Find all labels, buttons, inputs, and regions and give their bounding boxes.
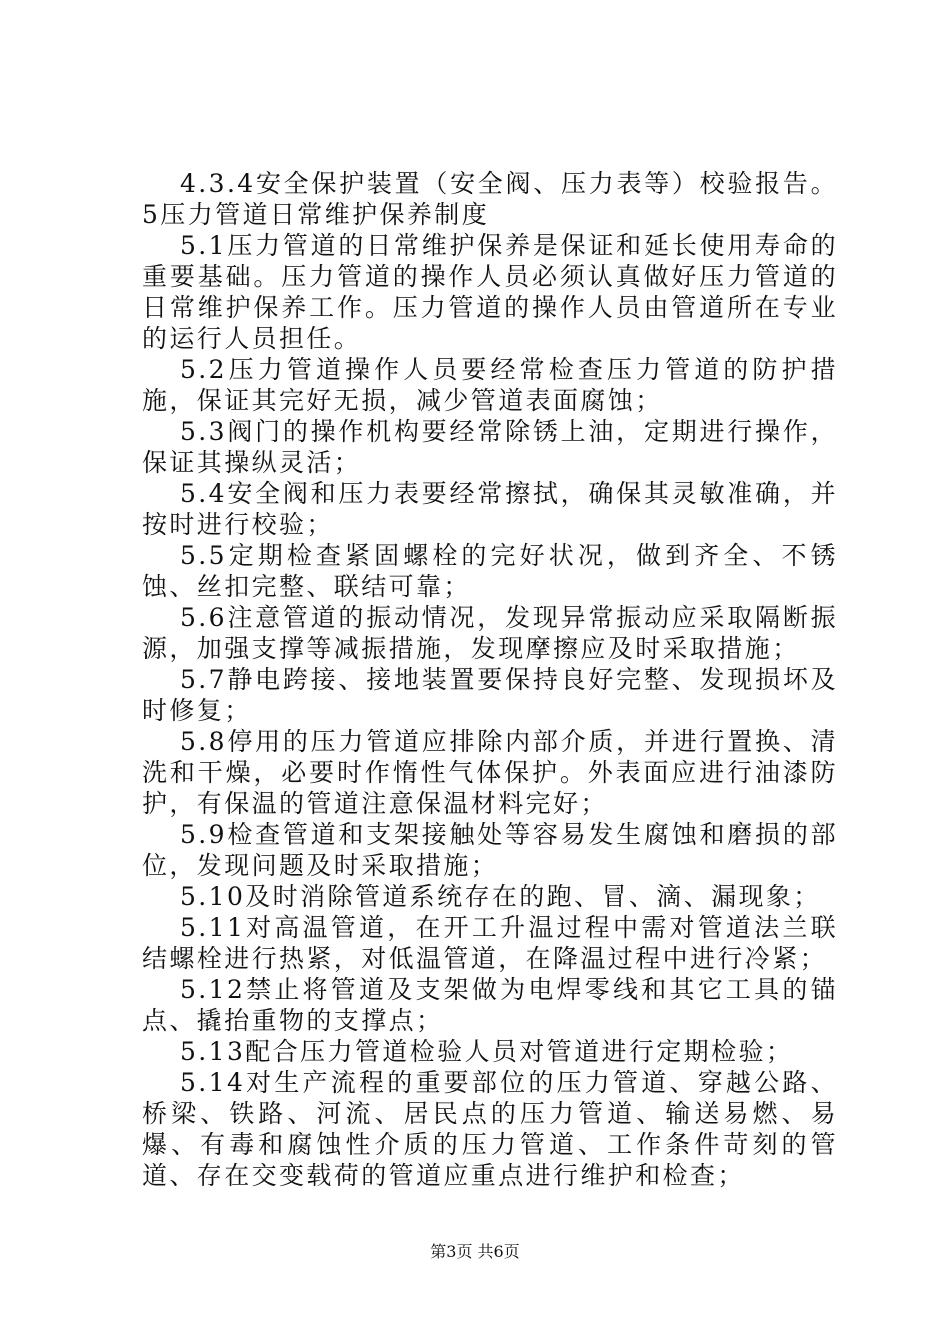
paragraph-5-9: 5.9检查管道和支架接触处等容易发生腐蚀和磨损的部位，发现问题及时采取措施； bbox=[142, 820, 838, 880]
paragraph-5-3: 5.3阀门的操作机构要经常除锈上油，定期进行操作，保证其操纵灵活； bbox=[142, 417, 838, 477]
paragraph-5-1: 5.1压力管道的日常维护保养是保证和延长使用寿命的重要基础。压力管道的操作人员必须认真做好压力管道的日常维护保养工作。压力管道的操作人员由管道所在专业的运行人员担任。 bbox=[142, 231, 838, 353]
paragraph-5-7: 5.7静电跨接、接地装置要保持良好完整、发现损坏及时修复； bbox=[142, 665, 838, 725]
paragraph-5-6: 5.6注意管道的振动情况，发现异常振动应采取隔断振源，加强支撑等减振措施，发现摩擦应及时采取措施； bbox=[142, 603, 838, 663]
paragraph-4-3-4: 4.3.4安全保护装置（安全阀、压力表等）校验报告。5压力管道日常维护保养制度 bbox=[142, 169, 838, 229]
paragraph-5-8: 5.8停用的压力管道应排除内部介质，并进行置换、清洗和干燥，必要时作惰性气体保护。外表面应进行油漆防护，有保温的管道注意保温材料完好； bbox=[142, 727, 838, 818]
paragraph-5-5: 5.5定期检查紧固螺栓的完好状况，做到齐全、不锈蚀、丝扣完整、联结可靠； bbox=[142, 541, 838, 601]
paragraph-5-10: 5.10及时消除管道系统存在的跑、冒、滴、漏现象； bbox=[180, 882, 821, 911]
paragraph-5-11: 5.11对高温管道，在开工升温过程中需对管道法兰联结螺栓进行热紧，对低温管道，在降温过程中进行冷紧； bbox=[142, 913, 838, 973]
paragraph-5-14: 5.14对生产流程的重要部位的压力管道、穿越公路、桥梁、铁路、河流、居民点的压力管道、输送易燃、易爆、有毒和腐蚀性介质的压力管道、工作条件苛刻的管道、存在交变载荷的管道应重点进行维护和检查； bbox=[142, 1068, 838, 1190]
page-number-footer: 第3页 共6页 bbox=[430, 1242, 520, 1261]
paragraph-5-13: 5.13配合压力管道检验人员对管道进行定期检验； bbox=[180, 1037, 794, 1066]
paragraph-5-2: 5.2压力管道操作人员要经常检查压力管道的防护措施，保证其完好无损，减少管道表面腐蚀； bbox=[142, 355, 838, 415]
document-body bbox=[142, 168, 838, 1191]
paragraph-5-4: 5.4安全阀和压力表要经常擦拭，确保其灵敏准确，并按时进行校验； bbox=[142, 479, 838, 539]
paragraph-5-12: 5.12禁止将管道及支架做为电焊零线和其它工具的锚点、撬抬重物的支撑点； bbox=[142, 975, 838, 1035]
